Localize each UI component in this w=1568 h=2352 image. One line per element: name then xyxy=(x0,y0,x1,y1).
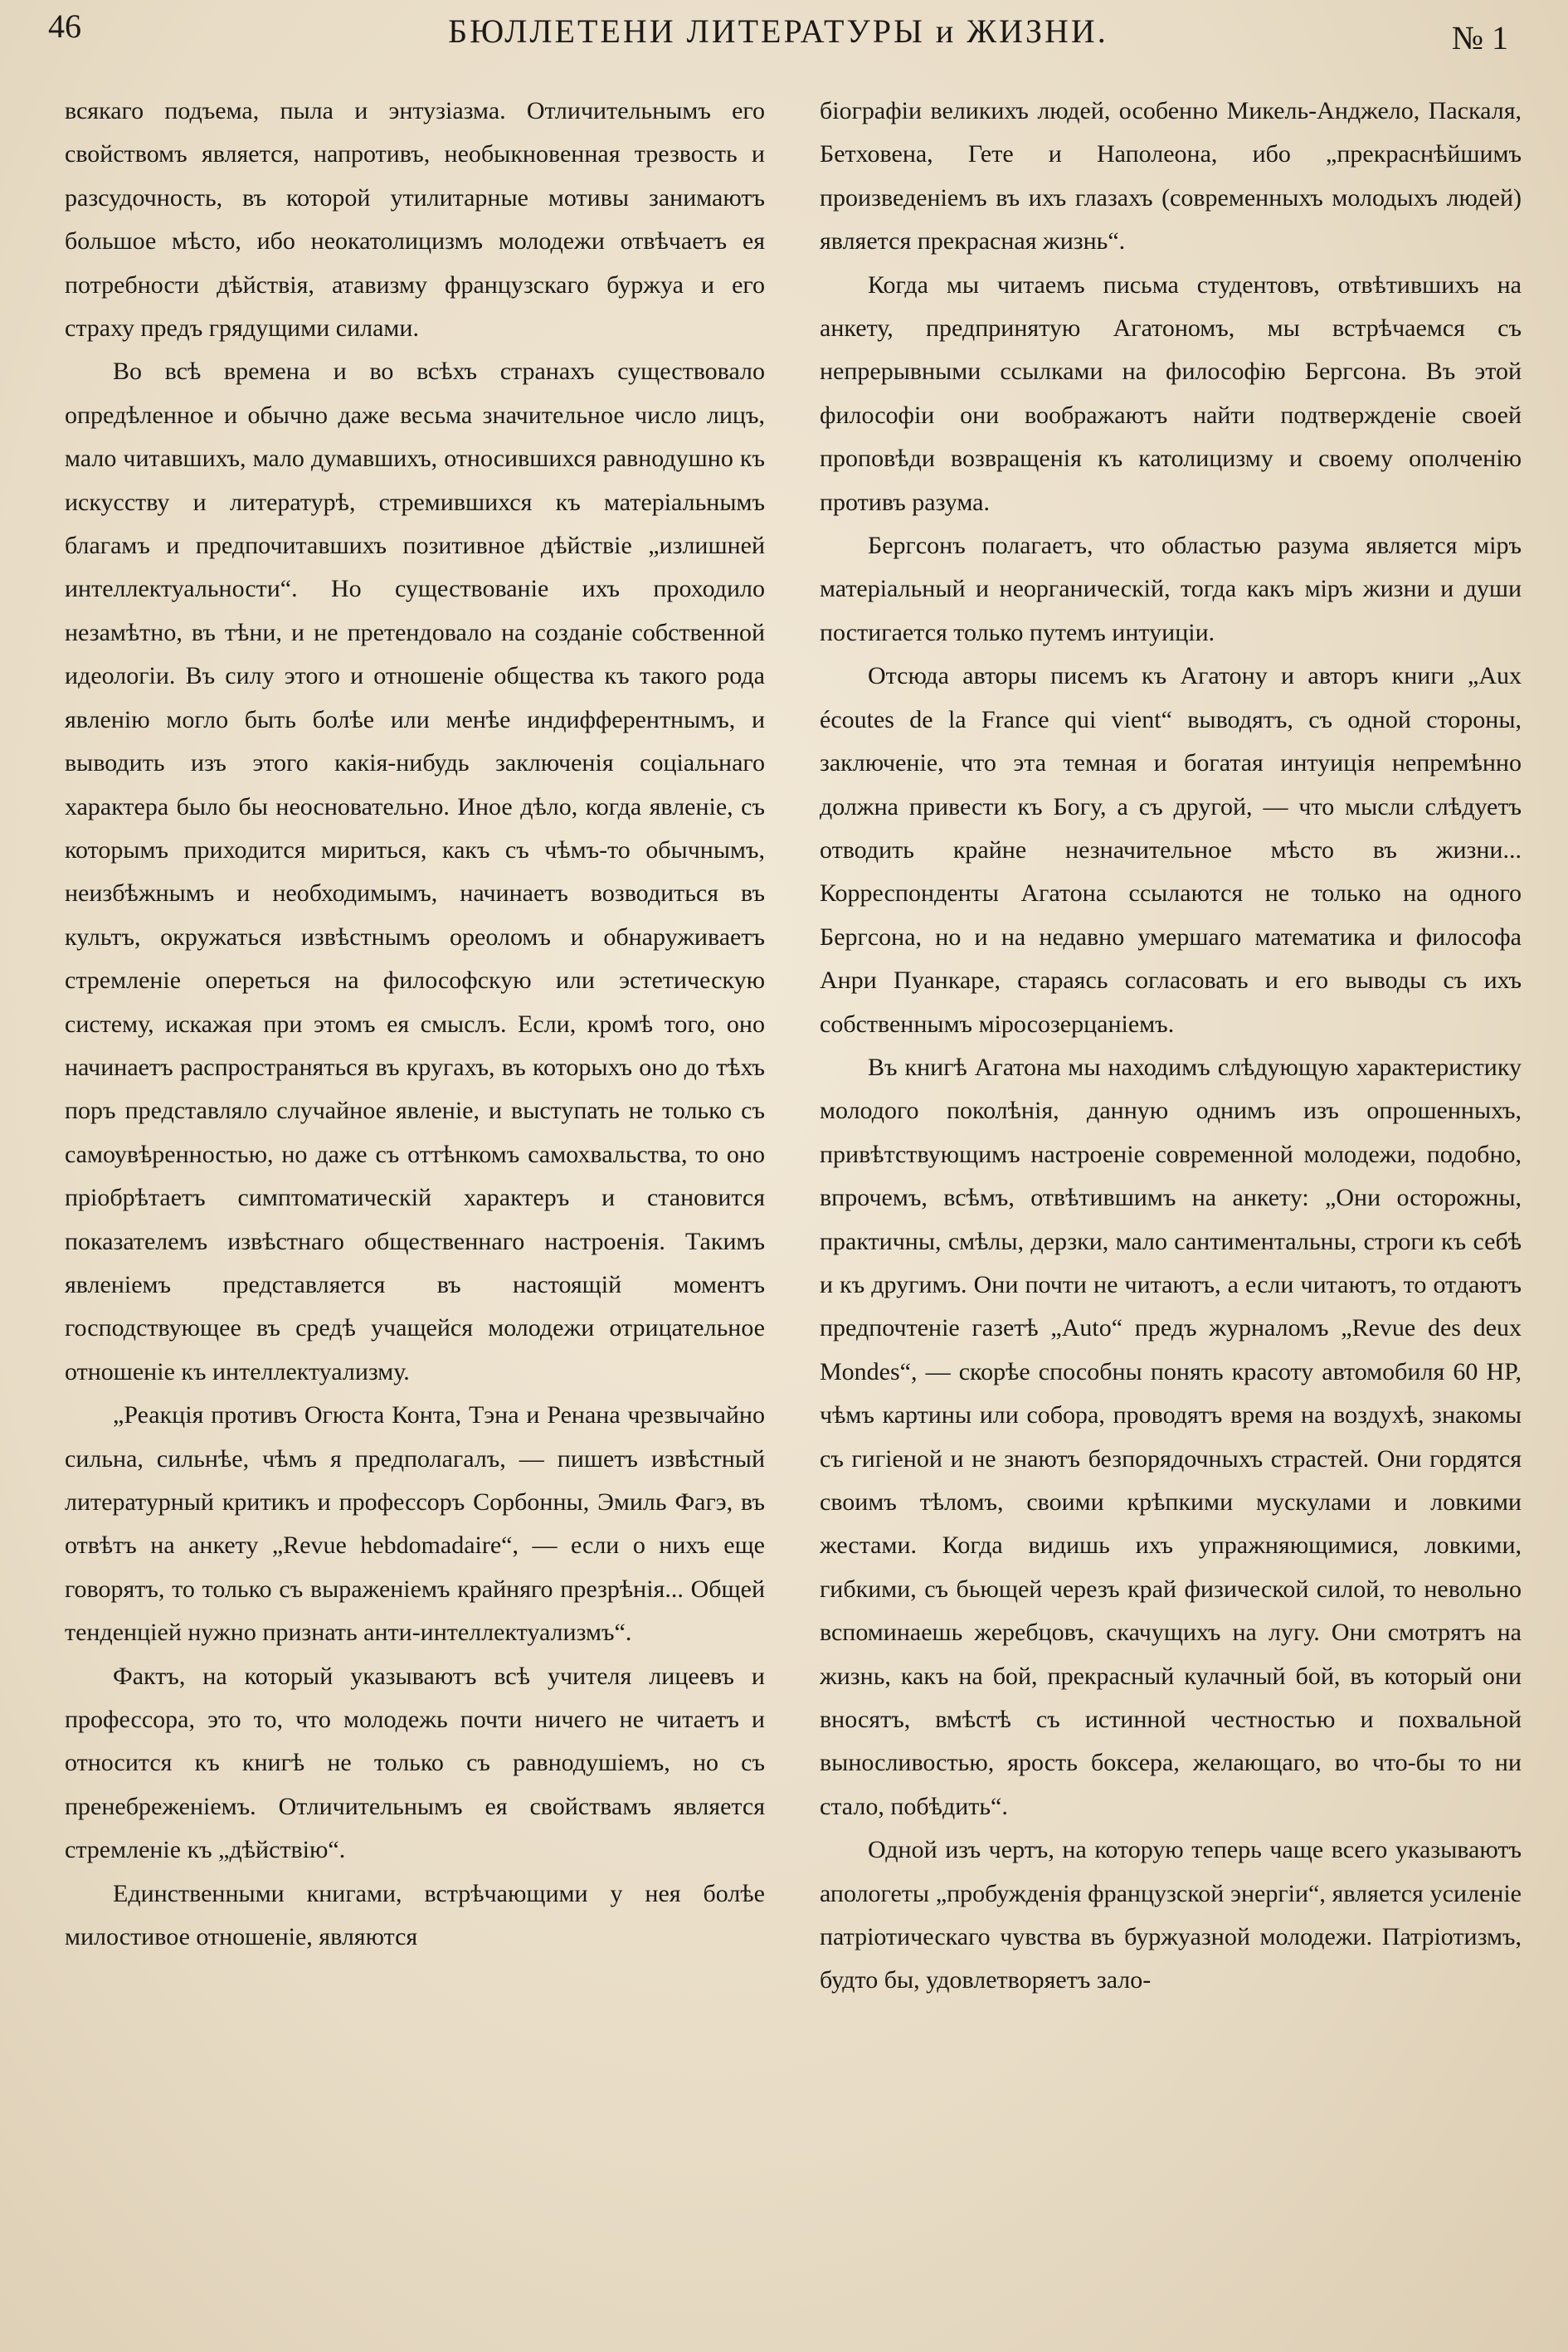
text-columns xyxy=(65,90,1522,2338)
paragraph: Бергсонъ полагаетъ, что областью разума является міръ матеріальный и неорганическій, тогда какъ міръ жизни и души постигается только путемъ интуиціи. xyxy=(820,532,1522,646)
page-number: 46 xyxy=(48,7,81,45)
paragraph: Въ книгѣ Агатона мы находимъ слѣдующую характеристику молодого поколѣнія, данную однимъ изъ опрошенныхъ, привѣтствующимъ настроеніе современной молодежи, подобно, впрочемъ, всѣмъ, отвѣтившимъ на анкету: „Они осторожны, практичны, смѣлы, дерзки, мало сантиментальны, строги къ себѣ и къ другимъ. Они почти не читаютъ, а если читаютъ, то отдаютъ предпочтеніе газетѣ „Auto“ предъ журналомъ „Revue des deux Mondes“, — скорѣе способны понять красоту автомобиля 60 HP, чѣмъ картины или собора, проводятъ время на воздухѣ, знакомы съ гигіеной и не знаютъ безпорядочныхъ страстей. Они гордятся своимъ тѣломъ, своими крѣпкими мускулами и ловкими жестами. Когда видишь ихъ упражняющимися, ловкими, гибкими, съ бьющей черезъ край физической силой, то невольно вспоминаешь жеребцовъ, скачущихъ на лугу. Они смотрятъ на жизнь, какъ на бой, прекрасный кулачный бой, въ который они вносятъ, вмѣстѣ съ истинной честностью и похвальной выносливостью, ярость боксера, желающаго, во что-бы то ни стало, побѣдить“. xyxy=(820,1053,1522,1820)
right-column xyxy=(820,90,1522,2338)
running-title: БЮЛЛЕТЕНИ ЛИТЕРАТУРЫ и ЖИЗНИ. xyxy=(448,12,1108,50)
paragraph: „Реакція противъ Огюста Конта, Тэна и Ренана чрезвычайно сильна, сильнѣе, чѣмъ я предполагалъ, — пишетъ извѣстный литературный критикъ и профессоръ Сорбонны, Эмиль Фагэ, въ отвѣтъ на анкету „Revue hebdomadaire“, — если о нихъ еще говорятъ, то только съ выраженіемъ крайняго презрѣнія... Общей тенденціей нужно признать анти-интеллектуализмъ“. xyxy=(65,1401,765,1647)
issue-number: № 1 xyxy=(1451,19,1508,56)
left-column xyxy=(65,90,765,2338)
paragraph: Во всѣ времена и во всѣхъ странахъ существовало опредѣленное и обычно даже весьма значительное число лицъ, мало читавшихъ, мало думавшихъ, относившихся равнодушно къ искусству и литературѣ, стремившихся къ матеріальнымъ благамъ и предпочитавшихъ позитивное дѣйствіе „излишней интеллектуальности“. Но существованіе ихъ проходило незамѣтно, въ тѣни, и не претендовало на созданіе собственной идеологіи. Въ силу этого и отношеніе общества къ такого рода явленію могло быть болѣе или менѣе индифферентнымъ, и выводить изъ этого какія-нибудь заключенія соціальнаго характера было бы неосновательно. Иное дѣло, когда явленіе, съ которымъ приходится мириться, какъ съ чѣмъ-то обычнымъ, неизбѣжнымъ и необходимымъ, начинаетъ возводиться въ культъ, окружаться извѣстнымъ ореоломъ и обнаруживаетъ стремленіе опереться на философскую или эстетическую систему, искажая при этомъ ея смыслъ. Если, кромѣ того, оно начинаетъ распространяться въ кругахъ, въ которыхъ оно до тѣхъ поръ представляло случайное явленіе, и выступать не только съ самоувѣренностью, но даже съ оттѣнкомъ самохвальства, то оно пріобрѣтаетъ симптоматическій характеръ и становится показателемъ извѣстнаго общественнаго настроенія. Такимъ явленіемъ представляется въ настоящій моментъ господствующее въ средѣ учащейся молодежи отрицательное отношеніе къ интеллектуализму. xyxy=(65,358,765,1385)
paragraph: Отсюда авторы писемъ къ Агатону и авторъ книги „Aux écoutes de la France qui vient“ выводятъ, съ одной стороны, заключеніе, что эта темная и богатая интуиція непремѣнно должна привести къ Богу, а съ другой, — что мысли слѣдуетъ отводить крайне незначительное мѣсто въ жизни... Корреспонденты Агатона ссылаются не только на одного Бергсона, но и на недавно умершаго математика и философа Анри Пуанкаре, стараясь согласовать и его выводы съ ихъ собственнымъ міросозерцаніемъ. xyxy=(820,662,1522,1038)
paragraph: Единственными книгами, встрѣчающими у нея болѣе милостивое отношеніе, являются xyxy=(65,1879,765,1951)
paragraph: Одной изъ чертъ, на которую теперь чаще всего указываютъ апологеты „пробужденія французской энергіи“, является усиленіе патріотическаго чувства въ буржуазной молодежи. Патріотизмъ, будто бы, удовлетворяетъ зало- xyxy=(820,1836,1522,1994)
paragraph-continuation: всякаго подъема, пыла и энтузіазма. Отличительнымъ его свойствомъ является, напротивъ, необыкновенная трезвость и разсудочность, въ которой утилитарные мотивы занимаютъ большое мѣсто, ибо неокатолицизмъ молодежи отвѣчаетъ ея потребности дѣйствія, атавизму французскаго буржуа и его страху предъ грядущими силами. xyxy=(65,97,765,343)
paragraph-continuation: біографіи великихъ людей, особенно Микель-Анджело, Паскаля, Бетховена, Гете и Наполеона, ибо „прекраснѣйшимъ произведеніемъ въ ихъ глазахъ (современныхъ молодыхъ людей) является прекрасная жизнь“. xyxy=(820,97,1522,256)
running-header xyxy=(48,7,1508,60)
paragraph: Когда мы читаемъ письма студентовъ, отвѣтившихъ на анкету, предпринятую Агатономъ, мы встрѣчаемся съ непрерывными ссылками на философію Бергсона. Въ этой философіи они воображаютъ найти подтвержденіе своей проповѣди возвращенія къ католицизму и своему ополченію противъ разума. xyxy=(820,270,1522,516)
paragraph: Фактъ, на который указываютъ всѣ учителя лицеевъ и профессора, это то, что молодежь почти ничего не читаетъ и относится къ книгѣ не только съ равнодушіемъ, но съ пренебреженіемъ. Отличительнымъ ея свойствамъ является стремленіе къ „дѣйствію“. xyxy=(65,1662,765,1864)
